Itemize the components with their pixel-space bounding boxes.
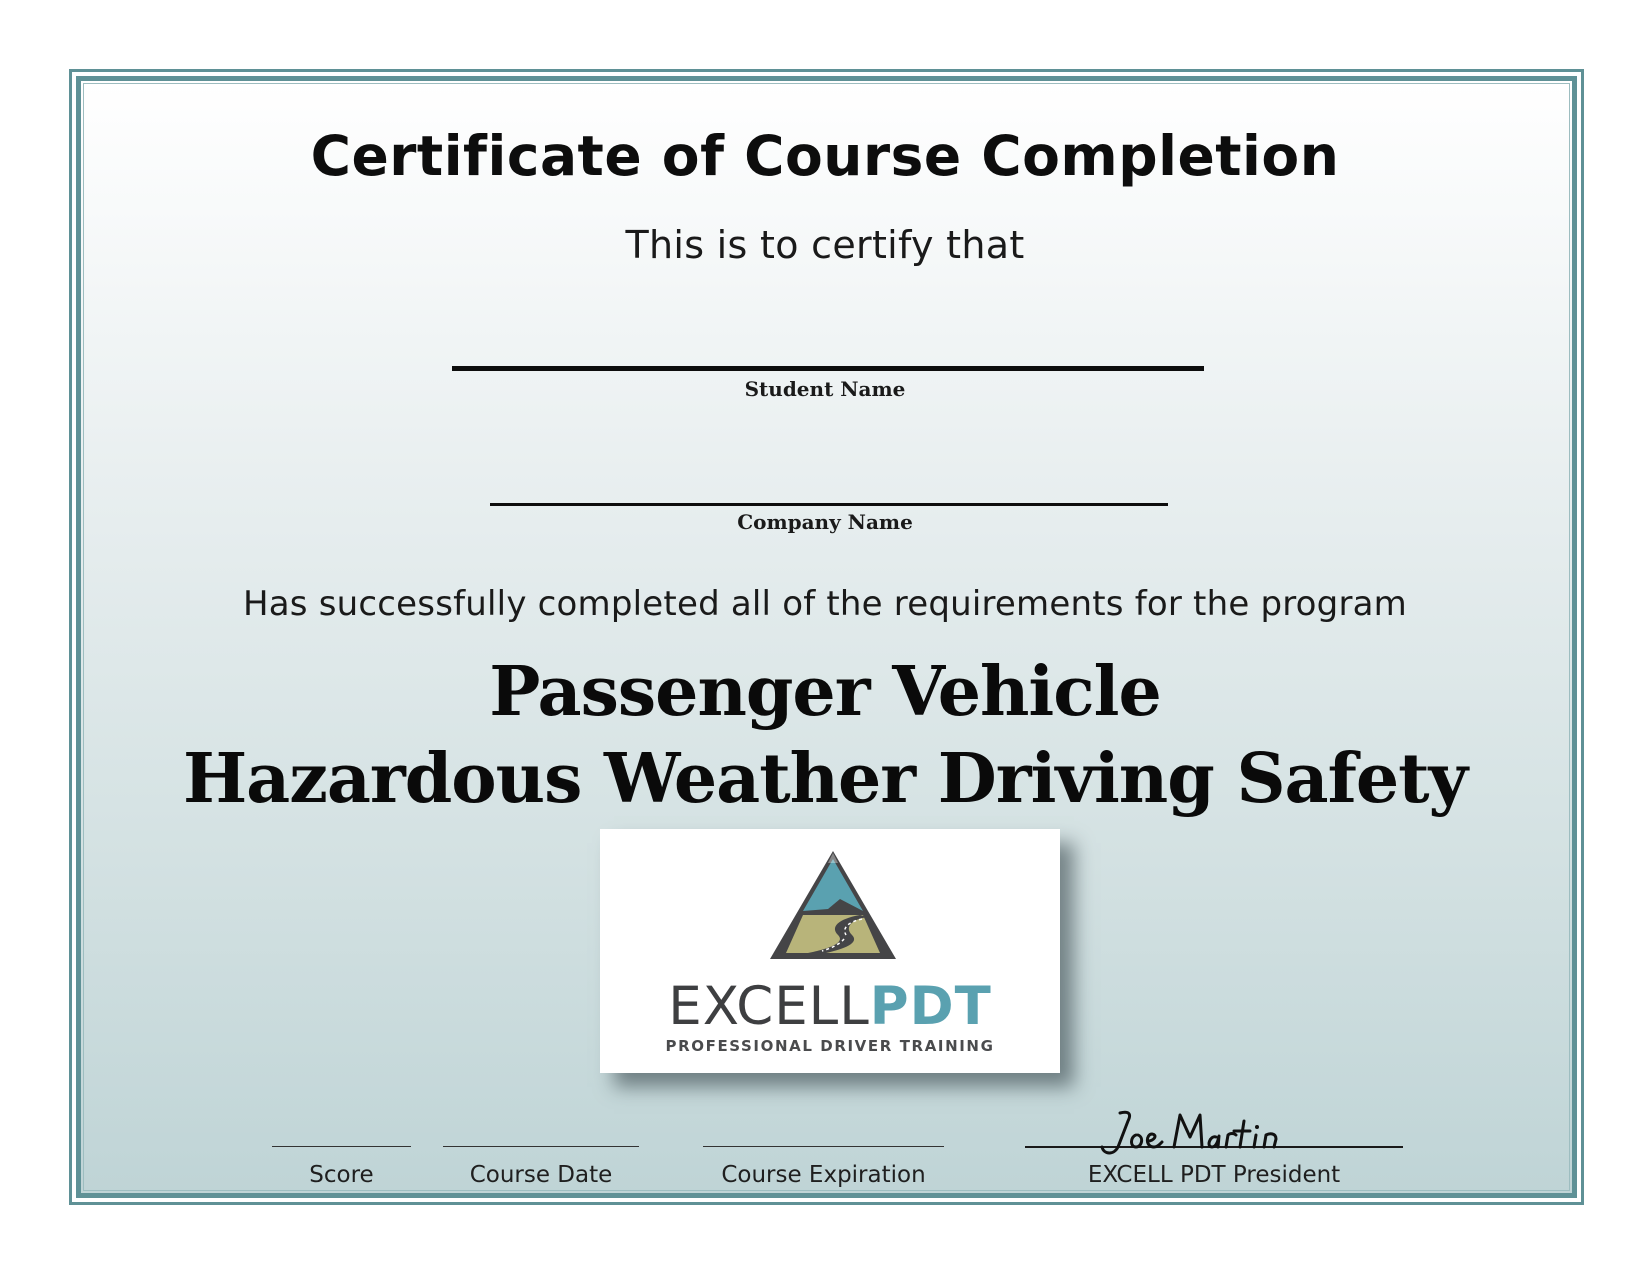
- course-expiration-line: [703, 1146, 944, 1147]
- certify-text: This is to certify that: [625, 223, 1025, 267]
- program-title-line-2: Hazardous Weather Driving Safety: [182, 739, 1468, 819]
- logo-tagline: PROFESSIONAL DRIVER TRAINING: [665, 1037, 995, 1055]
- certificate-title: Certificate of Course Completion: [310, 124, 1340, 188]
- president-signature: [1098, 1107, 1294, 1159]
- student-name-line: [452, 366, 1204, 371]
- company-name-line: [490, 503, 1168, 506]
- company-name-label: Company Name: [737, 510, 913, 534]
- score-line: [272, 1146, 411, 1147]
- course-expiration-label: Course Expiration: [721, 1162, 926, 1188]
- completion-statement: Has successfully completed all of the requirements for the program: [243, 584, 1407, 624]
- program-title-line-1: Passenger Vehicle: [489, 652, 1161, 732]
- course-date-label: Course Date: [469, 1162, 613, 1188]
- mountain-road-icon: [768, 849, 898, 961]
- student-name-label: Student Name: [744, 377, 906, 401]
- company-logo: [600, 829, 1060, 1073]
- course-date-line: [443, 1146, 639, 1147]
- score-label: Score: [309, 1162, 374, 1188]
- logo-wordmark: [600, 976, 1060, 1037]
- logo-wordmark-excell: EXCELL: [668, 976, 870, 1037]
- logo-wordmark-pdt: PDT: [869, 976, 992, 1037]
- president-label: EXCELL PDT President: [1087, 1162, 1341, 1188]
